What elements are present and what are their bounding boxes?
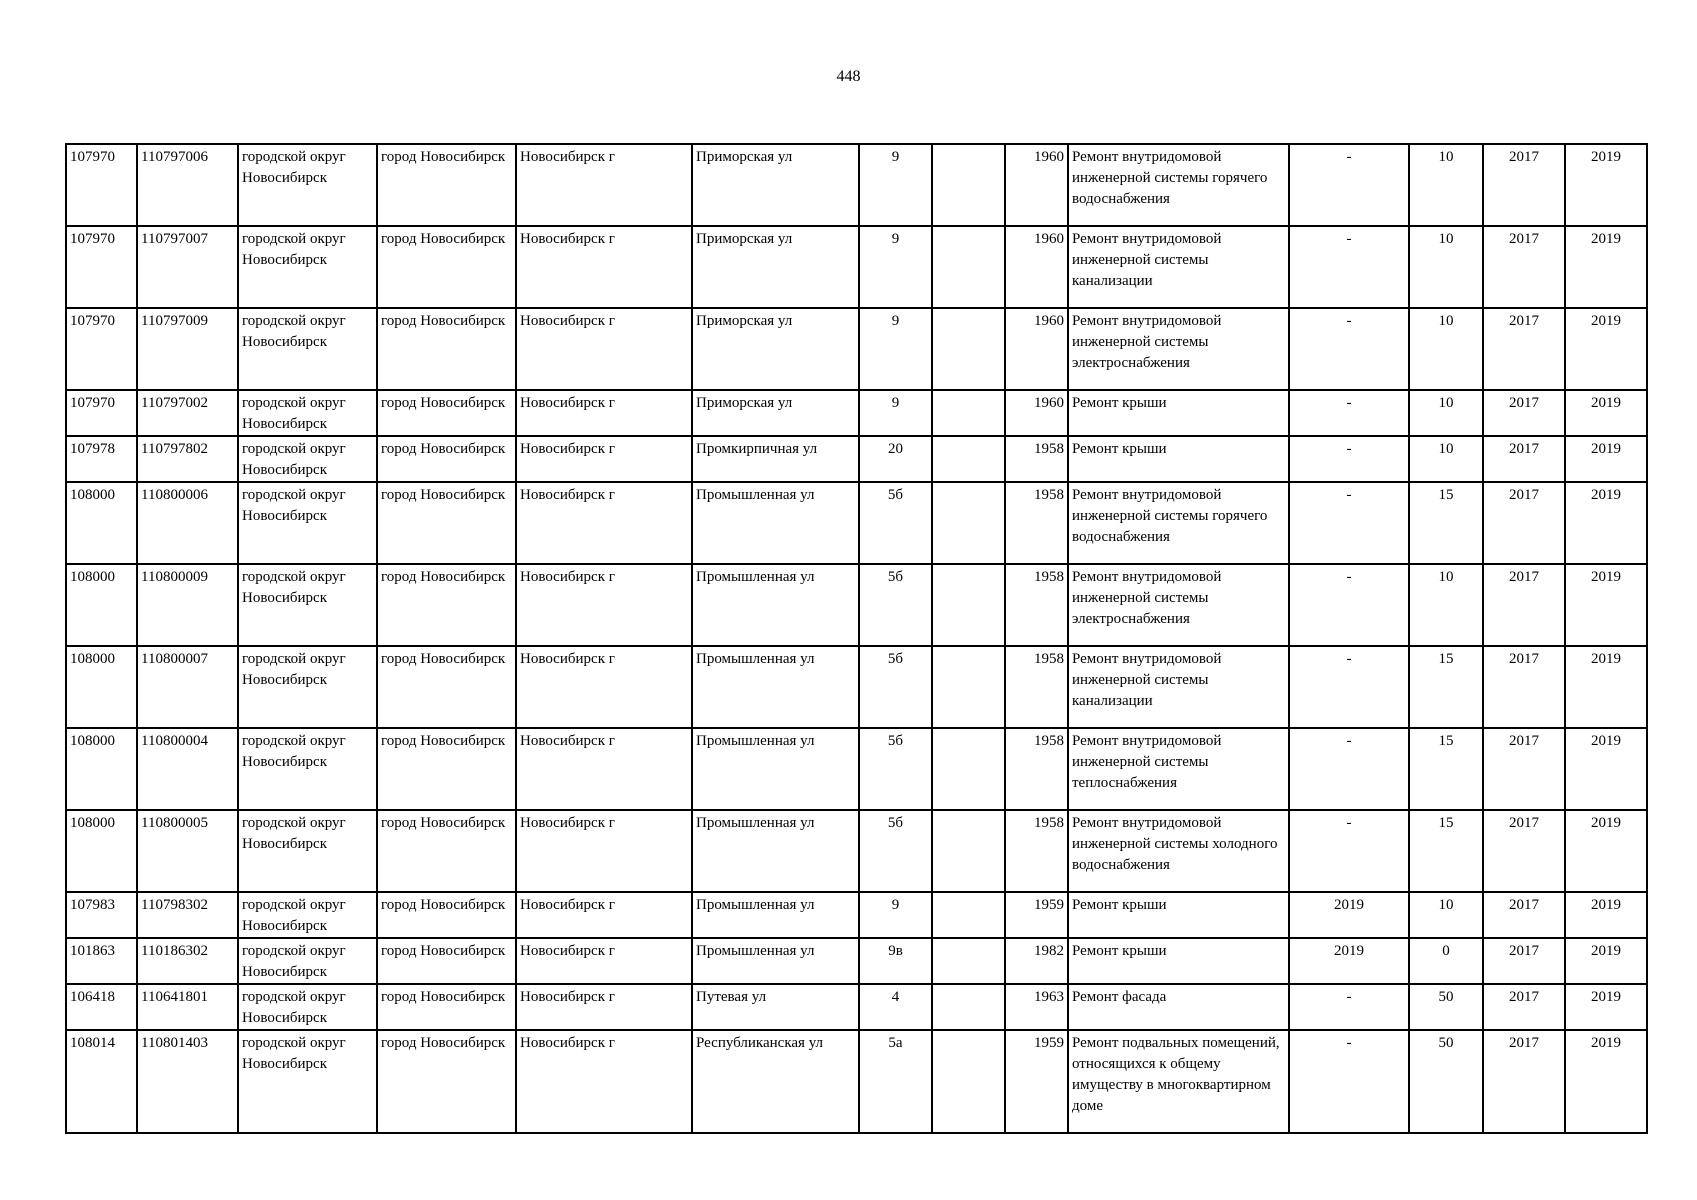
cell-building — [932, 646, 1005, 728]
cell-construction-year: 1958 — [1005, 810, 1068, 892]
cell-last-repair-year: - — [1289, 984, 1409, 1030]
table-row — [66, 646, 1647, 728]
cell-period-start: 2017 — [1483, 728, 1565, 810]
cell-locality: Новосибирск г — [516, 810, 692, 892]
cell-work-id: 110800005 — [137, 810, 238, 892]
cell-street: Приморская ул — [692, 308, 859, 390]
cell-house-number: 5б — [859, 646, 932, 728]
cell-wear-percent: 0 — [1409, 938, 1483, 984]
cell-construction-year: 1958 — [1005, 728, 1068, 810]
cell-wear-percent: 10 — [1409, 564, 1483, 646]
cell-object-id: 107978 — [66, 436, 137, 482]
cell-municipal-district: городской округ Новосибирск — [238, 810, 377, 892]
cell-house-number: 9 — [859, 226, 932, 308]
page-number: 448 — [836, 68, 861, 85]
cell-last-repair-year: 2019 — [1289, 892, 1409, 938]
cell-settlement: город Новосибирск — [377, 226, 516, 308]
cell-house-number: 5б — [859, 564, 932, 646]
cell-work-id: 110797007 — [137, 226, 238, 308]
cell-building — [932, 1030, 1005, 1133]
cell-building — [932, 308, 1005, 390]
cell-house-number: 5а — [859, 1030, 932, 1133]
cell-period-start: 2017 — [1483, 226, 1565, 308]
cell-last-repair-year: - — [1289, 1030, 1409, 1133]
table-row — [66, 144, 1647, 226]
cell-last-repair-year: - — [1289, 144, 1409, 226]
cell-locality: Новосибирск г — [516, 728, 692, 810]
cell-work-id: 110797002 — [137, 390, 238, 436]
cell-object-id: 108000 — [66, 810, 137, 892]
cell-period-end: 2019 — [1565, 938, 1647, 984]
table-row — [66, 226, 1647, 308]
cell-period-start: 2017 — [1483, 984, 1565, 1030]
cell-street: Республиканская ул — [692, 1030, 859, 1133]
cell-construction-year: 1982 — [1005, 938, 1068, 984]
cell-locality: Новосибирск г — [516, 984, 692, 1030]
cell-locality: Новосибирск г — [516, 892, 692, 938]
cell-object-id: 106418 — [66, 984, 137, 1030]
cell-work-type: Ремонт крыши — [1068, 938, 1289, 984]
cell-work-type: Ремонт крыши — [1068, 436, 1289, 482]
cell-street: Промышленная ул — [692, 564, 859, 646]
cell-street: Промышленная ул — [692, 646, 859, 728]
cell-wear-percent: 10 — [1409, 390, 1483, 436]
cell-municipal-district: городской округ Новосибирск — [238, 984, 377, 1030]
cell-street: Промышленная ул — [692, 810, 859, 892]
cell-municipal-district: городской округ Новосибирск — [238, 144, 377, 226]
cell-wear-percent: 50 — [1409, 1030, 1483, 1133]
cell-object-id: 107970 — [66, 390, 137, 436]
cell-work-type: Ремонт подвальных помещений, относящихся к общему имуществу в многоквартирном доме — [1068, 1030, 1289, 1133]
cell-object-id: 107983 — [66, 892, 137, 938]
cell-object-id: 108014 — [66, 1030, 137, 1133]
cell-period-start: 2017 — [1483, 564, 1565, 646]
cell-object-id: 107970 — [66, 226, 137, 308]
cell-settlement: город Новосибирск — [377, 984, 516, 1030]
cell-period-end: 2019 — [1565, 482, 1647, 564]
cell-period-end: 2019 — [1565, 564, 1647, 646]
cell-locality: Новосибирск г — [516, 646, 692, 728]
cell-last-repair-year: - — [1289, 226, 1409, 308]
cell-building — [932, 144, 1005, 226]
cell-object-id: 107970 — [66, 308, 137, 390]
cell-period-start: 2017 — [1483, 938, 1565, 984]
cell-period-end: 2019 — [1565, 728, 1647, 810]
cell-last-repair-year: - — [1289, 436, 1409, 482]
table-row — [66, 390, 1647, 436]
cell-building — [932, 482, 1005, 564]
cell-building — [932, 938, 1005, 984]
cell-building — [932, 728, 1005, 810]
cell-period-start: 2017 — [1483, 436, 1565, 482]
cell-work-type: Ремонт внутридомовой инженерной системы горячего водоснабжения — [1068, 482, 1289, 564]
cell-locality: Новосибирск г — [516, 436, 692, 482]
cell-settlement: город Новосибирск — [377, 938, 516, 984]
cell-construction-year: 1958 — [1005, 564, 1068, 646]
cell-object-id: 108000 — [66, 564, 137, 646]
cell-settlement: город Новосибирск — [377, 892, 516, 938]
cell-construction-year: 1960 — [1005, 144, 1068, 226]
cell-construction-year: 1958 — [1005, 482, 1068, 564]
cell-work-type: Ремонт крыши — [1068, 892, 1289, 938]
cell-settlement: город Новосибирск — [377, 1030, 516, 1133]
cell-period-end: 2019 — [1565, 144, 1647, 226]
cell-building — [932, 810, 1005, 892]
cell-house-number: 5б — [859, 810, 932, 892]
cell-building — [932, 436, 1005, 482]
cell-building — [932, 564, 1005, 646]
cell-settlement: город Новосибирск — [377, 564, 516, 646]
cell-last-repair-year: - — [1289, 810, 1409, 892]
table-row — [66, 308, 1647, 390]
cell-period-end: 2019 — [1565, 1030, 1647, 1133]
cell-building — [932, 390, 1005, 436]
cell-wear-percent: 10 — [1409, 436, 1483, 482]
cell-wear-percent: 50 — [1409, 984, 1483, 1030]
cell-construction-year: 1959 — [1005, 1030, 1068, 1133]
cell-period-start: 2017 — [1483, 308, 1565, 390]
cell-work-id: 110801403 — [137, 1030, 238, 1133]
cell-period-end: 2019 — [1565, 308, 1647, 390]
cell-locality: Новосибирск г — [516, 390, 692, 436]
cell-work-id: 110800004 — [137, 728, 238, 810]
cell-municipal-district: городской округ Новосибирск — [238, 564, 377, 646]
cell-settlement: город Новосибирск — [377, 436, 516, 482]
cell-municipal-district: городской округ Новосибирск — [238, 938, 377, 984]
cell-locality: Новосибирск г — [516, 144, 692, 226]
cell-work-id: 110641801 — [137, 984, 238, 1030]
cell-work-type: Ремонт внутридомовой инженерной системы теплоснабжения — [1068, 728, 1289, 810]
cell-construction-year: 1960 — [1005, 308, 1068, 390]
cell-construction-year: 1960 — [1005, 226, 1068, 308]
cell-period-start: 2017 — [1483, 1030, 1565, 1133]
registry-table — [65, 143, 1648, 1134]
cell-building — [932, 226, 1005, 308]
cell-house-number: 4 — [859, 984, 932, 1030]
cell-period-start: 2017 — [1483, 646, 1565, 728]
cell-last-repair-year: - — [1289, 728, 1409, 810]
cell-object-id: 107970 — [66, 144, 137, 226]
registry-body — [66, 144, 1647, 1133]
cell-wear-percent: 10 — [1409, 308, 1483, 390]
table-row — [66, 938, 1647, 984]
cell-municipal-district: городской округ Новосибирск — [238, 482, 377, 564]
cell-street: Промышленная ул — [692, 728, 859, 810]
cell-settlement: город Новосибирск — [377, 482, 516, 564]
cell-street: Промышленная ул — [692, 892, 859, 938]
cell-locality: Новосибирск г — [516, 308, 692, 390]
cell-construction-year: 1960 — [1005, 390, 1068, 436]
table-row — [66, 1030, 1647, 1133]
cell-period-end: 2019 — [1565, 892, 1647, 938]
table-row — [66, 984, 1647, 1030]
cell-work-type: Ремонт внутридомовой инженерной системы горячего водоснабжения — [1068, 144, 1289, 226]
cell-period-start: 2017 — [1483, 810, 1565, 892]
cell-work-type: Ремонт крыши — [1068, 390, 1289, 436]
cell-period-end: 2019 — [1565, 810, 1647, 892]
cell-municipal-district: городской округ Новосибирск — [238, 390, 377, 436]
cell-locality: Новосибирск г — [516, 482, 692, 564]
cell-work-id: 110797802 — [137, 436, 238, 482]
cell-house-number: 9 — [859, 308, 932, 390]
cell-municipal-district: городской округ Новосибирск — [238, 226, 377, 308]
cell-work-type: Ремонт внутридомовой инженерной системы электроснабжения — [1068, 308, 1289, 390]
cell-locality: Новосибирск г — [516, 938, 692, 984]
cell-period-end: 2019 — [1565, 646, 1647, 728]
cell-locality: Новосибирск г — [516, 226, 692, 308]
cell-municipal-district: городской округ Новосибирск — [238, 892, 377, 938]
cell-work-type: Ремонт внутридомовой инженерной системы холодного водоснабжения — [1068, 810, 1289, 892]
table-row — [66, 564, 1647, 646]
cell-house-number: 20 — [859, 436, 932, 482]
cell-last-repair-year: 2019 — [1289, 938, 1409, 984]
cell-municipal-district: городской округ Новосибирск — [238, 1030, 377, 1133]
cell-construction-year: 1959 — [1005, 892, 1068, 938]
cell-house-number: 9в — [859, 938, 932, 984]
cell-municipal-district: городской округ Новосибирск — [238, 728, 377, 810]
cell-house-number: 9 — [859, 390, 932, 436]
table-row — [66, 892, 1647, 938]
cell-object-id: 108000 — [66, 728, 137, 810]
cell-work-type: Ремонт внутридомовой инженерной системы электроснабжения — [1068, 564, 1289, 646]
cell-last-repair-year: - — [1289, 308, 1409, 390]
cell-object-id: 108000 — [66, 646, 137, 728]
cell-municipal-district: городской округ Новосибирск — [238, 646, 377, 728]
cell-wear-percent: 10 — [1409, 226, 1483, 308]
cell-period-start: 2017 — [1483, 482, 1565, 564]
cell-municipal-district: городской округ Новосибирск — [238, 308, 377, 390]
cell-construction-year: 1963 — [1005, 984, 1068, 1030]
cell-period-end: 2019 — [1565, 226, 1647, 308]
cell-work-id: 110800007 — [137, 646, 238, 728]
cell-building — [932, 892, 1005, 938]
cell-last-repair-year: - — [1289, 564, 1409, 646]
cell-settlement: город Новосибирск — [377, 308, 516, 390]
cell-construction-year: 1958 — [1005, 436, 1068, 482]
cell-object-id: 108000 — [66, 482, 137, 564]
cell-period-start: 2017 — [1483, 144, 1565, 226]
table-row — [66, 482, 1647, 564]
cell-street: Приморская ул — [692, 226, 859, 308]
cell-period-start: 2017 — [1483, 892, 1565, 938]
cell-work-id: 110797009 — [137, 308, 238, 390]
cell-settlement: город Новосибирск — [377, 144, 516, 226]
cell-locality: Новосибирск г — [516, 564, 692, 646]
cell-work-type: Ремонт фасада — [1068, 984, 1289, 1030]
cell-wear-percent: 10 — [1409, 144, 1483, 226]
cell-period-end: 2019 — [1565, 436, 1647, 482]
cell-last-repair-year: - — [1289, 482, 1409, 564]
cell-settlement: город Новосибирск — [377, 390, 516, 436]
cell-construction-year: 1958 — [1005, 646, 1068, 728]
cell-settlement: город Новосибирск — [377, 810, 516, 892]
cell-municipal-district: городской округ Новосибирск — [238, 436, 377, 482]
cell-period-end: 2019 — [1565, 984, 1647, 1030]
cell-period-start: 2017 — [1483, 390, 1565, 436]
cell-settlement: город Новосибирск — [377, 646, 516, 728]
cell-street: Приморская ул — [692, 390, 859, 436]
cell-house-number: 9 — [859, 892, 932, 938]
cell-work-id: 110798302 — [137, 892, 238, 938]
cell-wear-percent: 15 — [1409, 728, 1483, 810]
cell-building — [932, 984, 1005, 1030]
table-row — [66, 436, 1647, 482]
cell-work-type: Ремонт внутридомовой инженерной системы канализации — [1068, 646, 1289, 728]
cell-last-repair-year: - — [1289, 390, 1409, 436]
cell-settlement: город Новосибирск — [377, 728, 516, 810]
cell-wear-percent: 10 — [1409, 892, 1483, 938]
cell-house-number: 5б — [859, 482, 932, 564]
cell-house-number: 9 — [859, 144, 932, 226]
cell-work-type: Ремонт внутридомовой инженерной системы канализации — [1068, 226, 1289, 308]
cell-street: Промкирпичная ул — [692, 436, 859, 482]
cell-last-repair-year: - — [1289, 646, 1409, 728]
cell-house-number: 5б — [859, 728, 932, 810]
table-row — [66, 810, 1647, 892]
cell-wear-percent: 15 — [1409, 646, 1483, 728]
cell-work-id: 110797006 — [137, 144, 238, 226]
cell-street: Приморская ул — [692, 144, 859, 226]
cell-wear-percent: 15 — [1409, 810, 1483, 892]
cell-street: Промышленная ул — [692, 938, 859, 984]
cell-period-end: 2019 — [1565, 390, 1647, 436]
cell-wear-percent: 15 — [1409, 482, 1483, 564]
cell-street: Путевая ул — [692, 984, 859, 1030]
cell-work-id: 110186302 — [137, 938, 238, 984]
cell-work-id: 110800009 — [137, 564, 238, 646]
cell-object-id: 101863 — [66, 938, 137, 984]
cell-street: Промышленная ул — [692, 482, 859, 564]
cell-work-id: 110800006 — [137, 482, 238, 564]
cell-locality: Новосибирск г — [516, 1030, 692, 1133]
table-row — [66, 728, 1647, 810]
